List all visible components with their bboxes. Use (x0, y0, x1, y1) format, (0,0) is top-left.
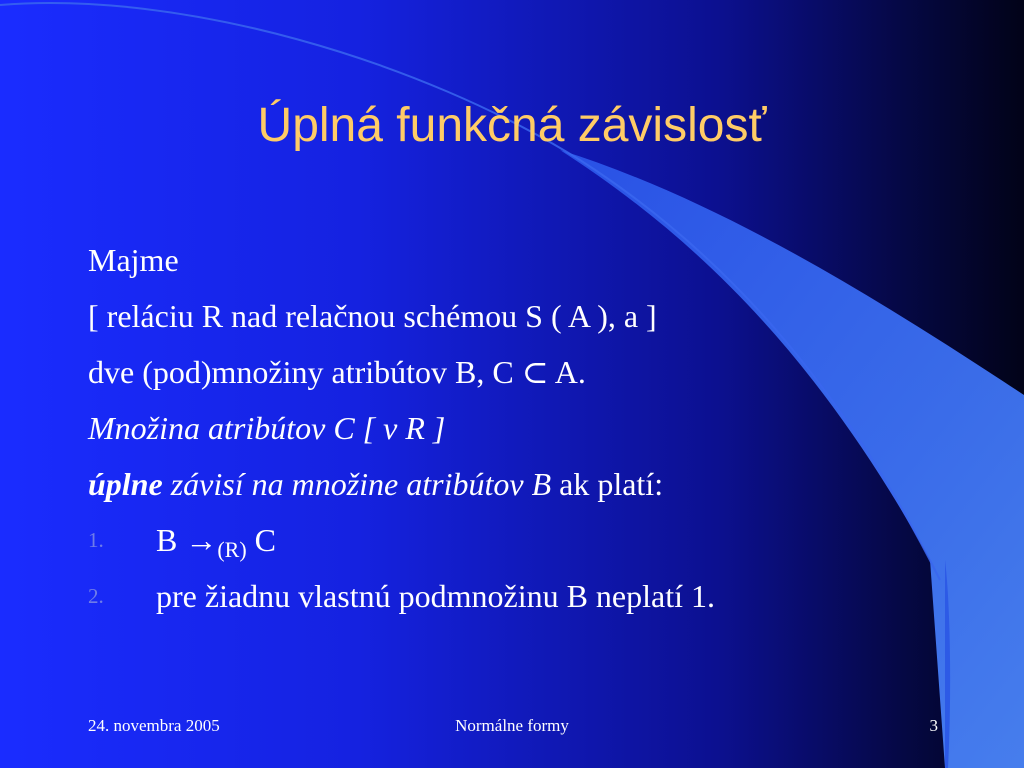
bold-term-uplne: úplne (88, 466, 163, 502)
body-line-5-italic: závisí na množine atribútov B (162, 466, 560, 502)
body-line-4: Množina atribútov C [ v R ] (88, 410, 446, 446)
list-item (88, 568, 948, 624)
body-line-5-plain: ak platí: (559, 466, 664, 502)
fd-subscript: (R) (217, 537, 247, 562)
list-item (88, 512, 948, 568)
slide-body (88, 232, 948, 624)
list-number: 2. (88, 584, 104, 608)
footer-page-number: 3 (929, 716, 938, 735)
body-line-2: [ reláciu R nad relačnou schémou S ( A ), a ] (88, 298, 657, 334)
fd-suffix: C (246, 522, 277, 558)
body-line-3: dve (pod)množiny atribútov B, C ⊂ A. (88, 354, 586, 390)
slide-title: Úplná funkčná závislosť (257, 99, 767, 152)
body-line-5 (88, 456, 948, 512)
list-item-text: pre žiadnu vlastnú podmnožinu B neplatí 1. (156, 578, 715, 614)
body-line-1: Majme (88, 242, 179, 278)
fd-prefix: B → (156, 522, 218, 558)
footer-date: 24. novembra 2005 (88, 716, 220, 735)
list-number: 1. (88, 528, 104, 552)
footer-title: Normálne formy (455, 716, 569, 735)
